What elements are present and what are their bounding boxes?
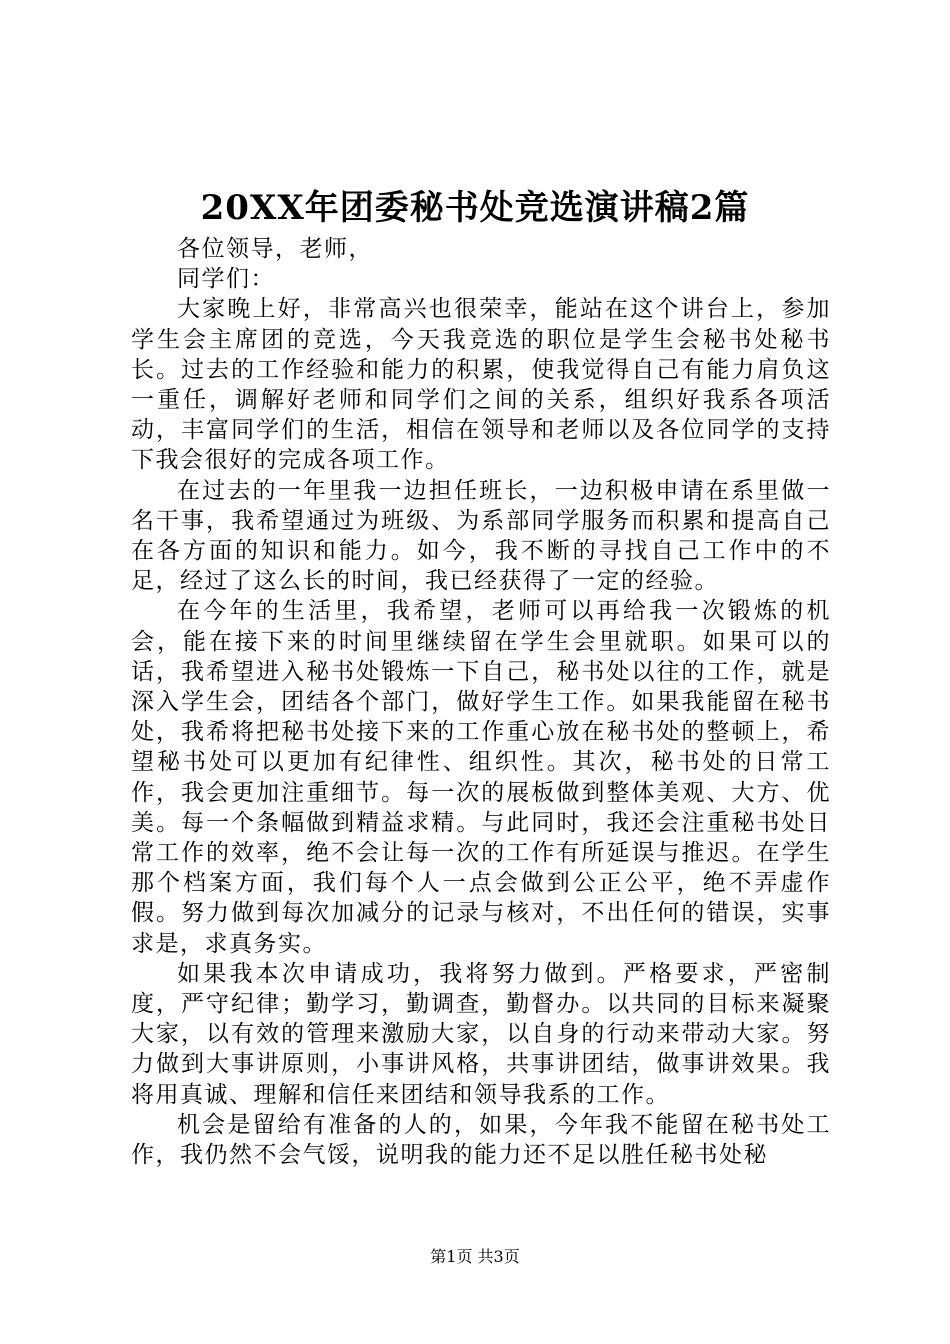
salutation-line: 同学们： xyxy=(177,266,275,293)
body-paragraph: 在今年的生活里，我希望，老师可以再给我一次锻炼的机会，能在接下来的时间里继续留在学生会里就职。如果可以的话，我希望进入秘书处锻炼一下自己，秘书处以往的工作，就是深入学生会，团结各个部门，做好学生工作。如果我能留在秘书处，我希将把秘书处接下来的工作重心放在秘书处的整顿上，希望秘书处可以更加有纪律性、组织性。其次，秘书处的日常工作，我会更加注重细节。每一次的展板做到整体美观、大方、优美。每一个条幅做到精益求精。与此同时，我还会注重秘书处日常工作的效率，绝不会让每一次的工作有所延误与推迟。在学生那个档案方面，我们每个人一点会做到公正公平，绝不弄虚作假。努力做到每次加减分的记录与核对，不出任何的错误，实事求是，求真务实。 xyxy=(131,598,831,957)
document-body xyxy=(131,234,831,1170)
salutation-line: 各位领导，老师， xyxy=(177,236,373,262)
body-paragraph: 如果我本次申请成功，我将努力做到。严格要求，严密制度，严守纪律；勤学习，勤调查，勤督办。以共同的目标来凝聚大家，以有效的管理来激励大家，以自身的行动来带动大家。努力做到大事讲原则，小事讲风格，共事讲团结，做事讲效果。我将用真诚、理解和信任来团结和领导我系的工作。 xyxy=(131,960,831,1108)
page-footer: 第1页 共3页 xyxy=(430,1247,520,1266)
body-paragraph: 在过去的一年里我一边担任班长，一边积极申请在系里做一名干事，我希望通过为班级、为系部同学服务而积累和提高自己在各方面的知识和能力。如今，我不断的寻找自己工作中的不足，经过了这么长的时间，我已经获得了一定的经验。 xyxy=(131,477,831,595)
document-title: 20XX年团委秘书处竞选演讲稿2篇 xyxy=(200,188,750,228)
body-paragraph: 机会是留给有准备的人的，如果，今年我不能留在秘书处工作，我仍然不会气馁，说明我的能力还不足以胜任秘书处秘 xyxy=(131,1111,831,1169)
body-paragraph: 大家晚上好，非常高兴也很荣幸，能站在这个讲台上，参加学生会主席团的竞选，今天我竞选的职位是学生会秘书处秘书长。过去的工作经验和能力的积累，使我觉得自己有能力肩负这一重任，调解好老师和同学们之间的关系，组织好我系各项活动，丰富同学们的生活，相信在领导和老师以及各位同学的支持下我会很好的完成各项工作。 xyxy=(131,296,831,474)
